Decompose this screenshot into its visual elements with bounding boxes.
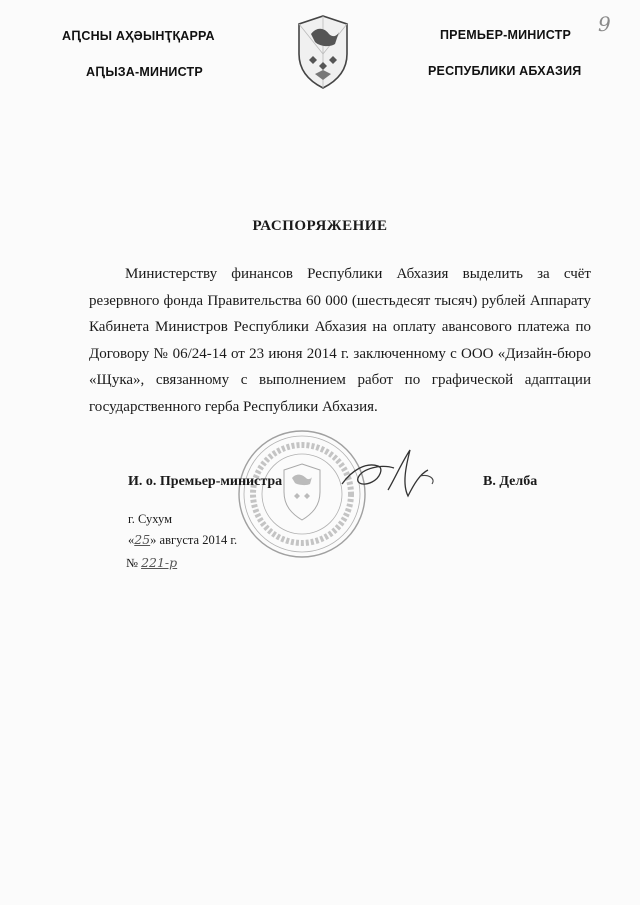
document-number: [126, 555, 177, 571]
document-body: [89, 261, 591, 420]
document-title: РАСПОРЯЖЕНИЕ: [252, 218, 388, 234]
number-value-handwritten: 221-р: [141, 555, 178, 570]
signatory-name: В. Делба: [483, 474, 538, 489]
header-left-line1: АԤСНЫ АҲӘЫНҬҚАРРА: [62, 29, 215, 43]
number-prefix: №: [126, 556, 138, 570]
header-right-line2: РЕСПУБЛИКИ АБХАЗИЯ: [428, 64, 582, 78]
date-prefix: «: [128, 533, 135, 547]
document-date: [128, 532, 237, 548]
signatory-title: И. о. Премьер-министра: [128, 474, 283, 489]
document-city: г. Сухум: [128, 512, 173, 526]
header-right-line1: ПРЕМЬЕР-МИНИСТР: [440, 28, 571, 42]
header-left-line2: АԤЫЗА-МИНИСТР: [86, 65, 203, 79]
handwritten-signature: [336, 440, 446, 510]
date-day-handwritten: 25: [134, 532, 151, 547]
coat-of-arms-emblem: [295, 14, 351, 90]
page-number: 9: [598, 12, 611, 36]
body-paragraph: Министерству финансов Республики Абхазия выделить за счёт резервного фонда Правительства 60 000 (шестьдесят тысяч) рублей Аппарату Кабинета Министров Республики Абхазия на оплату авансового платежа по Договору № 06/24-14 от 23 июня 2014 г. заключенному с ООО «Дизайн-бюро «Щука», связанному с выполнением работ по графической адаптации государственного герба Республики Абхазия.: [89, 266, 591, 415]
date-suffix: » августа 2014 г.: [150, 533, 238, 547]
